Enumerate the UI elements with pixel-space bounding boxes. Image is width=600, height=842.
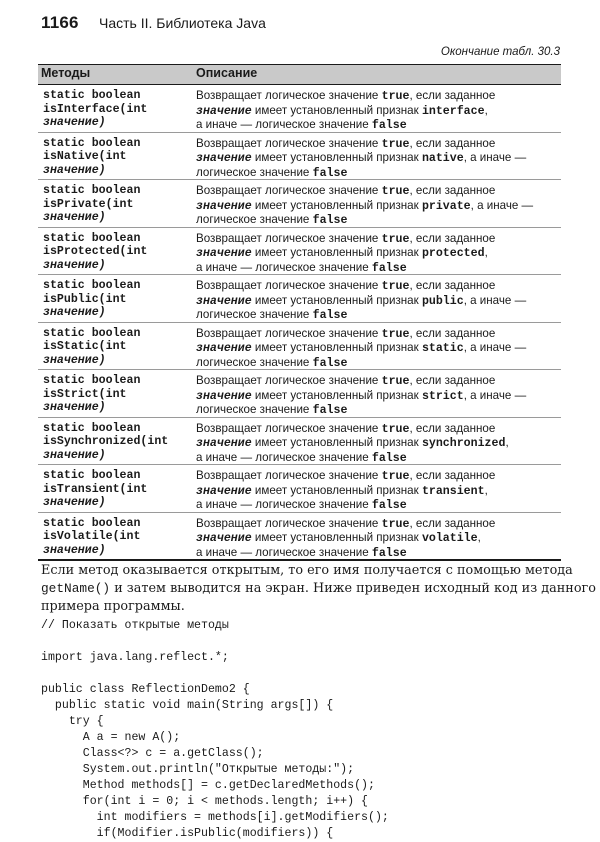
table-row: [38, 465, 561, 513]
description-line: [196, 166, 558, 181]
table-row: [38, 323, 561, 371]
keyword-false: false: [371, 261, 407, 275]
description-text: , если заданное: [409, 136, 496, 150]
method-signature-line: isProtected(int: [43, 245, 148, 259]
paragraph-line: Если метод оказывается открытым, то его имя получается с помощью метода: [41, 563, 573, 578]
description-line: [196, 261, 558, 276]
keyword-false: false: [312, 166, 348, 180]
method-description: [196, 232, 558, 276]
code-line: [41, 666, 389, 682]
description-text: Возвращает логическое значение: [196, 136, 382, 150]
keyword-true: true: [381, 90, 410, 103]
modifier-keyword: private: [421, 199, 471, 213]
description-line: [196, 389, 558, 404]
table-row: [38, 180, 561, 228]
table-header: [38, 64, 561, 85]
method-signature-line: isStatic(int: [43, 340, 127, 354]
method-signature-line: static boolean: [43, 421, 141, 435]
description-line: [196, 213, 558, 228]
code-line: Class<?> c = a.getClass();: [41, 747, 264, 760]
description-text: ,: [484, 246, 488, 260]
method-parameter: значение): [43, 306, 106, 320]
modifier-keyword: synchronized: [421, 437, 506, 451]
description-line: [196, 104, 558, 119]
keyword-false: false: [312, 356, 348, 370]
table-row: [38, 133, 561, 181]
description-text: имеет установленный признак: [251, 246, 422, 260]
description-text: , если заданное: [409, 184, 496, 197]
description-text: логическое значение: [196, 403, 313, 417]
keyword-true: true: [381, 470, 410, 483]
description-line: [196, 89, 558, 104]
method-parameter: значение): [43, 116, 106, 130]
parameter-name: значение: [196, 389, 252, 403]
modifier-keyword: volatile: [421, 532, 478, 546]
method-signature-line: static boolean: [43, 89, 141, 102]
description-text: имеет установленный признак: [251, 293, 422, 307]
method-signature: [43, 232, 193, 273]
description-text: имеет установленный признак: [251, 341, 422, 355]
description-line: [196, 517, 558, 532]
description-text: логическое значение: [196, 308, 313, 322]
table-row: [38, 228, 561, 276]
method-parameter: значение): [43, 353, 106, 367]
paragraph-text: и затем выводится на экран. Ниже приведен исходный код из данного: [110, 581, 596, 596]
description-line: [196, 151, 558, 166]
method-signature-line: isStrict(int: [43, 387, 127, 401]
description-line: [196, 546, 558, 561]
method-parameter: значение): [43, 496, 106, 510]
description-line: [196, 118, 558, 133]
description-text: , а иначе —: [463, 388, 527, 402]
method-signature-line: isTransient(int: [43, 482, 148, 496]
description-text: а иначе — логическое значение: [196, 260, 372, 274]
description-line: [196, 422, 558, 437]
parameter-name: значение: [196, 152, 252, 166]
table-row: [38, 418, 561, 466]
table-row: [38, 513, 561, 562]
table-row: [38, 275, 561, 323]
method-signature-line: static boolean: [43, 136, 141, 150]
method-description: [196, 469, 558, 513]
description-text: имеет установленный признак: [251, 103, 422, 117]
description-text: , если заданное: [409, 326, 496, 340]
method-signature-line: static boolean: [43, 516, 141, 530]
method-signature-line: isInterface(int: [43, 102, 148, 116]
code-line: try {: [41, 715, 104, 728]
method-description: [196, 184, 558, 228]
description-text: а иначе — логическое значение: [196, 450, 372, 464]
method-signature: [43, 89, 193, 130]
description-line: [196, 137, 558, 152]
method-signature-line: isVolatile(int: [43, 530, 141, 544]
method-signature-line: static boolean: [43, 231, 141, 245]
parameter-name: значение: [196, 104, 252, 118]
description-text: имеет установленный признак: [251, 388, 422, 402]
description-line: [196, 436, 558, 451]
description-line: [196, 341, 558, 356]
description-text: , если заданное: [409, 469, 496, 482]
method-signature: [43, 184, 193, 225]
description-text: имеет установленный признак: [251, 531, 422, 545]
description-text: ,: [505, 436, 509, 450]
description-text: , если заданное: [409, 279, 496, 292]
description-line: [196, 184, 558, 199]
method-signature-line: isNative(int: [43, 150, 127, 164]
method-parameter: значение): [43, 448, 106, 462]
description-text: Возвращает логическое значение: [196, 231, 382, 245]
modifier-keyword: static: [421, 342, 464, 356]
description-text: имеет установленный признак: [251, 198, 422, 212]
keyword-false: false: [371, 499, 407, 513]
method-signature: [43, 422, 193, 463]
keyword-true: true: [381, 327, 410, 341]
description-text: , а иначе —: [463, 293, 527, 307]
description-text: Возвращает логическое значение: [196, 469, 382, 482]
table-body: [38, 85, 561, 561]
description-text: ,: [477, 531, 481, 545]
description-text: , если заданное: [409, 421, 496, 435]
description-text: а иначе — логическое значение: [196, 498, 372, 512]
description-text: логическое значение: [196, 355, 313, 369]
modifier-keyword: strict: [421, 389, 464, 403]
method-signature-line: static boolean: [43, 279, 141, 292]
description-text: а иначе — логическое значение: [196, 118, 372, 132]
method-parameter: значение): [43, 401, 106, 415]
keyword-false: false: [312, 404, 348, 418]
methods-table: [38, 64, 561, 561]
description-line: [196, 498, 558, 513]
description-text: ,: [484, 103, 488, 117]
code-line: public static void main(String args[]) {: [41, 699, 334, 712]
description-text: имеет установленный признак: [251, 436, 422, 450]
method-parameter: значение): [43, 211, 106, 225]
method-parameter: значение): [43, 543, 106, 557]
method-signature-line: static boolean: [43, 374, 141, 387]
parameter-name: значение: [196, 294, 252, 308]
code-line: import java.lang.reflect.*;: [41, 651, 229, 664]
description-line: [196, 294, 558, 309]
description-line: [196, 451, 558, 466]
description-text: имеет установленный признак: [251, 483, 422, 497]
method-signature-line: static boolean: [43, 326, 141, 340]
description-line: [196, 279, 558, 294]
description-text: Возвращает логическое значение: [196, 184, 382, 197]
parameter-name: значение: [196, 342, 252, 356]
description-line: [196, 374, 558, 389]
keyword-false: false: [371, 546, 407, 560]
method-description: [196, 279, 558, 323]
method-signature: [43, 517, 193, 558]
keyword-false: false: [312, 309, 348, 323]
keyword-true: true: [381, 375, 410, 388]
method-signature-line: isSynchronized(int: [43, 435, 169, 449]
keyword-true: true: [381, 137, 410, 151]
description-text: логическое значение: [196, 213, 313, 227]
code-line: public class ReflectionDemo2 {: [41, 683, 250, 696]
modifier-keyword: public: [421, 294, 464, 308]
description-line: [196, 356, 558, 371]
method-signature: [43, 374, 193, 415]
method-description: [196, 374, 558, 418]
method-description: [196, 89, 558, 133]
parameter-name: значение: [196, 484, 252, 498]
description-text: Возвращает логическое значение: [196, 326, 382, 340]
method-signature: [43, 327, 193, 368]
description-text: , а иначе —: [463, 151, 527, 165]
method-parameter: значение): [43, 163, 106, 177]
description-text: Возвращает логическое значение: [196, 374, 382, 387]
description-line: [196, 403, 558, 418]
method-description: [196, 517, 558, 561]
paragraph-line: [41, 580, 596, 598]
keyword-true: true: [381, 185, 410, 198]
keyword-false: false: [371, 451, 407, 465]
method-signature-line: static boolean: [43, 469, 141, 482]
description-text: , а иначе —: [463, 341, 527, 355]
modifier-keyword: transient: [421, 484, 485, 498]
method-signature: [43, 469, 193, 510]
parameter-name: значение: [196, 199, 252, 213]
table-row: [38, 370, 561, 418]
description-text: , а иначе —: [470, 198, 534, 212]
code-line: [41, 634, 389, 650]
description-text: , если заданное: [409, 516, 496, 530]
description-line: [196, 531, 558, 546]
description-line: [196, 199, 558, 214]
description-text: , если заданное: [409, 89, 496, 102]
description-text: Возвращает логическое значение: [196, 516, 382, 530]
parameter-name: значение: [196, 532, 252, 546]
description-line: [196, 232, 558, 247]
inline-code: getName(): [41, 581, 111, 596]
description-text: , если заданное: [409, 374, 496, 387]
code-line: A a = new A();: [41, 731, 181, 744]
code-line: // Показать открытые методы: [41, 619, 229, 632]
description-text: имеет установленный признак: [251, 151, 422, 165]
parameter-name: значение: [196, 247, 252, 261]
description-text: ,: [484, 483, 488, 497]
modifier-keyword: protected: [421, 247, 485, 261]
description-text: а иначе — логическое значение: [196, 545, 372, 559]
keyword-true: true: [381, 422, 410, 436]
description-text: , если заданное: [409, 231, 496, 245]
paragraph-line: примера программы.: [41, 599, 185, 614]
description-line: [196, 469, 558, 484]
description-text: Возвращает логическое значение: [196, 89, 382, 102]
column-header-description: Описание: [196, 66, 258, 80]
code-line: if(Modifier.isPublic(modifiers)) {: [41, 827, 334, 840]
method-signature-line: isPrivate(int: [43, 197, 134, 211]
page-header: [41, 13, 560, 35]
method-signature-line: isPublic(int: [43, 292, 127, 306]
method-description: [196, 327, 558, 371]
description-text: Возвращает логическое значение: [196, 279, 382, 292]
column-header-methods: Методы: [41, 66, 91, 80]
description-text: Возвращает логическое значение: [196, 421, 382, 435]
method-description: [196, 137, 558, 181]
method-signature: [43, 279, 193, 320]
parameter-name: значение: [196, 437, 252, 451]
method-description: [196, 422, 558, 466]
keyword-false: false: [312, 214, 348, 228]
keyword-false: false: [371, 119, 407, 133]
code-line: System.out.println("Открытые методы:");: [41, 763, 355, 776]
body-paragraph: [41, 562, 596, 616]
modifier-keyword: interface: [421, 104, 485, 118]
running-title: Часть II. Библиотека Java: [99, 15, 266, 31]
page-number: 1166: [41, 13, 79, 32]
method-signature-line: static boolean: [43, 184, 141, 197]
table-caption: Окончание табл. 30.3: [440, 46, 560, 58]
table-row: [38, 85, 561, 133]
description-text: логическое значение: [196, 165, 313, 179]
code-line: Method methods[] = c.getDeclaredMethods();: [41, 779, 375, 792]
modifier-keyword: native: [421, 152, 464, 166]
keyword-true: true: [381, 232, 410, 246]
description-line: [196, 246, 558, 261]
method-signature: [43, 137, 193, 178]
keyword-true: true: [381, 517, 410, 531]
method-parameter: значение): [43, 258, 106, 272]
keyword-true: true: [381, 280, 410, 293]
code-line: for(int i = 0; i < methods.length; i++) {: [41, 795, 368, 808]
description-line: [196, 308, 558, 323]
description-line: [196, 327, 558, 342]
code-listing: [41, 618, 389, 842]
code-line: int modifiers = methods[i].getModifiers();: [41, 811, 389, 824]
description-line: [196, 484, 558, 499]
